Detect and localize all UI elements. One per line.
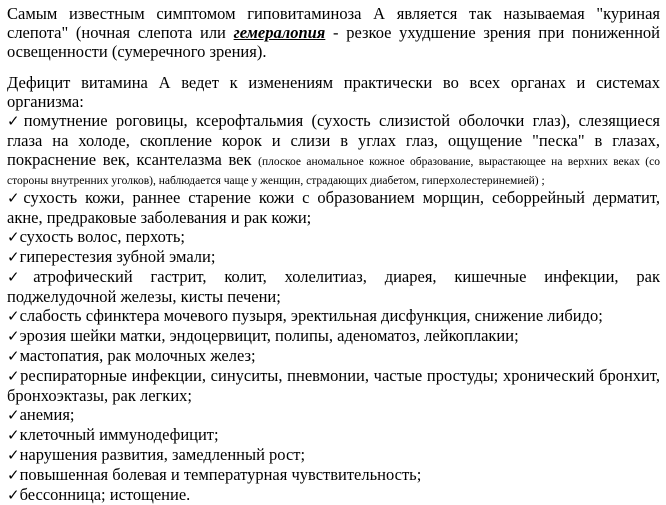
intro-text-before: Самым известным симптомом гиповитаминоза А является так называемая "куриная слепота" (ночная слепота или (7, 4, 660, 42)
intro-paragraph (7, 4, 660, 61)
symptom-item (7, 227, 660, 247)
checkmark-icon: ✓ (7, 327, 20, 345)
symptom-text: сухость волос, перхоть; (19, 227, 185, 246)
symptom-item (7, 188, 660, 227)
symptom-text: повышенная болевая и температурная чувствительность; (19, 465, 422, 484)
symptom-item (7, 405, 660, 425)
symptom-item (7, 485, 660, 505)
checkmark-icon: ✓ (7, 367, 21, 385)
checkmark-icon: ✓ (7, 228, 20, 246)
deficiency-heading: Дефицит витамина А ведет к изменениям практически во всех органах и системах организма: (7, 73, 660, 111)
symptom-text-small: (плоское аномальное кожное образование, вырастающее на верхних веках (со стороны внутренних уголков), наблюдается чаще у женщин, страдающих диабетом, гиперхолестеринемией) ; (7, 156, 660, 187)
symptom-item (7, 366, 660, 405)
symptom-text: слабость сфинктера мочевого пузыря, эректильная дисфункция, снижение либидо; (19, 306, 603, 325)
symptom-item (7, 425, 660, 445)
symptom-item (7, 326, 660, 346)
symptom-text: гиперестезия зубной эмали; (19, 247, 216, 266)
symptom-item (7, 267, 660, 306)
symptom-text: помутнение роговицы, ксерофтальмия (сухость слизистой оболочки глаз), слезящиеся глаза на холоде, скопление корок и слизи в углах глаз, ощущение "песка" в глазах, покраснение век, ксантелазма век (7, 111, 660, 169)
symptom-text: бессонница; истощение. (19, 485, 191, 504)
checkmark-icon: ✓ (7, 268, 34, 286)
symptom-item (7, 346, 660, 366)
checkmark-icon: ✓ (7, 406, 20, 424)
symptom-text: атрофический гастрит, колит, холелитиаз, диарея, кишечные инфекции, рак поджелудочной железы, кисты печени; (7, 267, 660, 306)
checkmark-icon: ✓ (7, 189, 24, 207)
checkmark-icon: ✓ (7, 307, 20, 325)
symptom-item (7, 465, 660, 485)
checkmark-icon: ✓ (7, 248, 20, 266)
hemeralopia-term: гемералопия (233, 23, 326, 42)
checkmark-icon: ✓ (7, 486, 20, 504)
checkmark-icon: ✓ (7, 446, 20, 464)
symptom-item (7, 247, 660, 267)
intro-text-after: - резкое ухудшение зрения при пониженной освещенности (сумеречного зрения). (7, 23, 661, 61)
checkmark-icon: ✓ (7, 426, 20, 444)
symptom-list (7, 111, 660, 505)
symptom-text: мастопатия, рак молочных желез; (19, 346, 256, 365)
symptom-item (7, 306, 660, 326)
checkmark-icon: ✓ (7, 347, 20, 365)
checkmark-icon: ✓ (7, 466, 20, 484)
symptom-text: эрозия шейки матки, эндоцервицит, полипы, аденоматоз, лейкоплакии; (19, 326, 519, 345)
checkmark-icon: ✓ (7, 112, 24, 130)
symptom-item (7, 111, 660, 188)
symptom-item (7, 445, 660, 465)
symptom-text: сухость кожи, раннее старение кожи с образованием морщин, себоррейный дерматит, акне, предраковые заболевания и рак кожи; (7, 188, 660, 227)
symptom-text: анемия; (19, 405, 75, 424)
symptom-text: клеточный иммунодефицит; (19, 425, 219, 444)
symptom-text: респираторные инфекции, синуситы, пневмонии, частые простуды; хронический бронхит, бронхоэктазы, рак легких; (7, 366, 660, 405)
symptom-text: нарушения развития, замедленный рост; (19, 445, 306, 464)
